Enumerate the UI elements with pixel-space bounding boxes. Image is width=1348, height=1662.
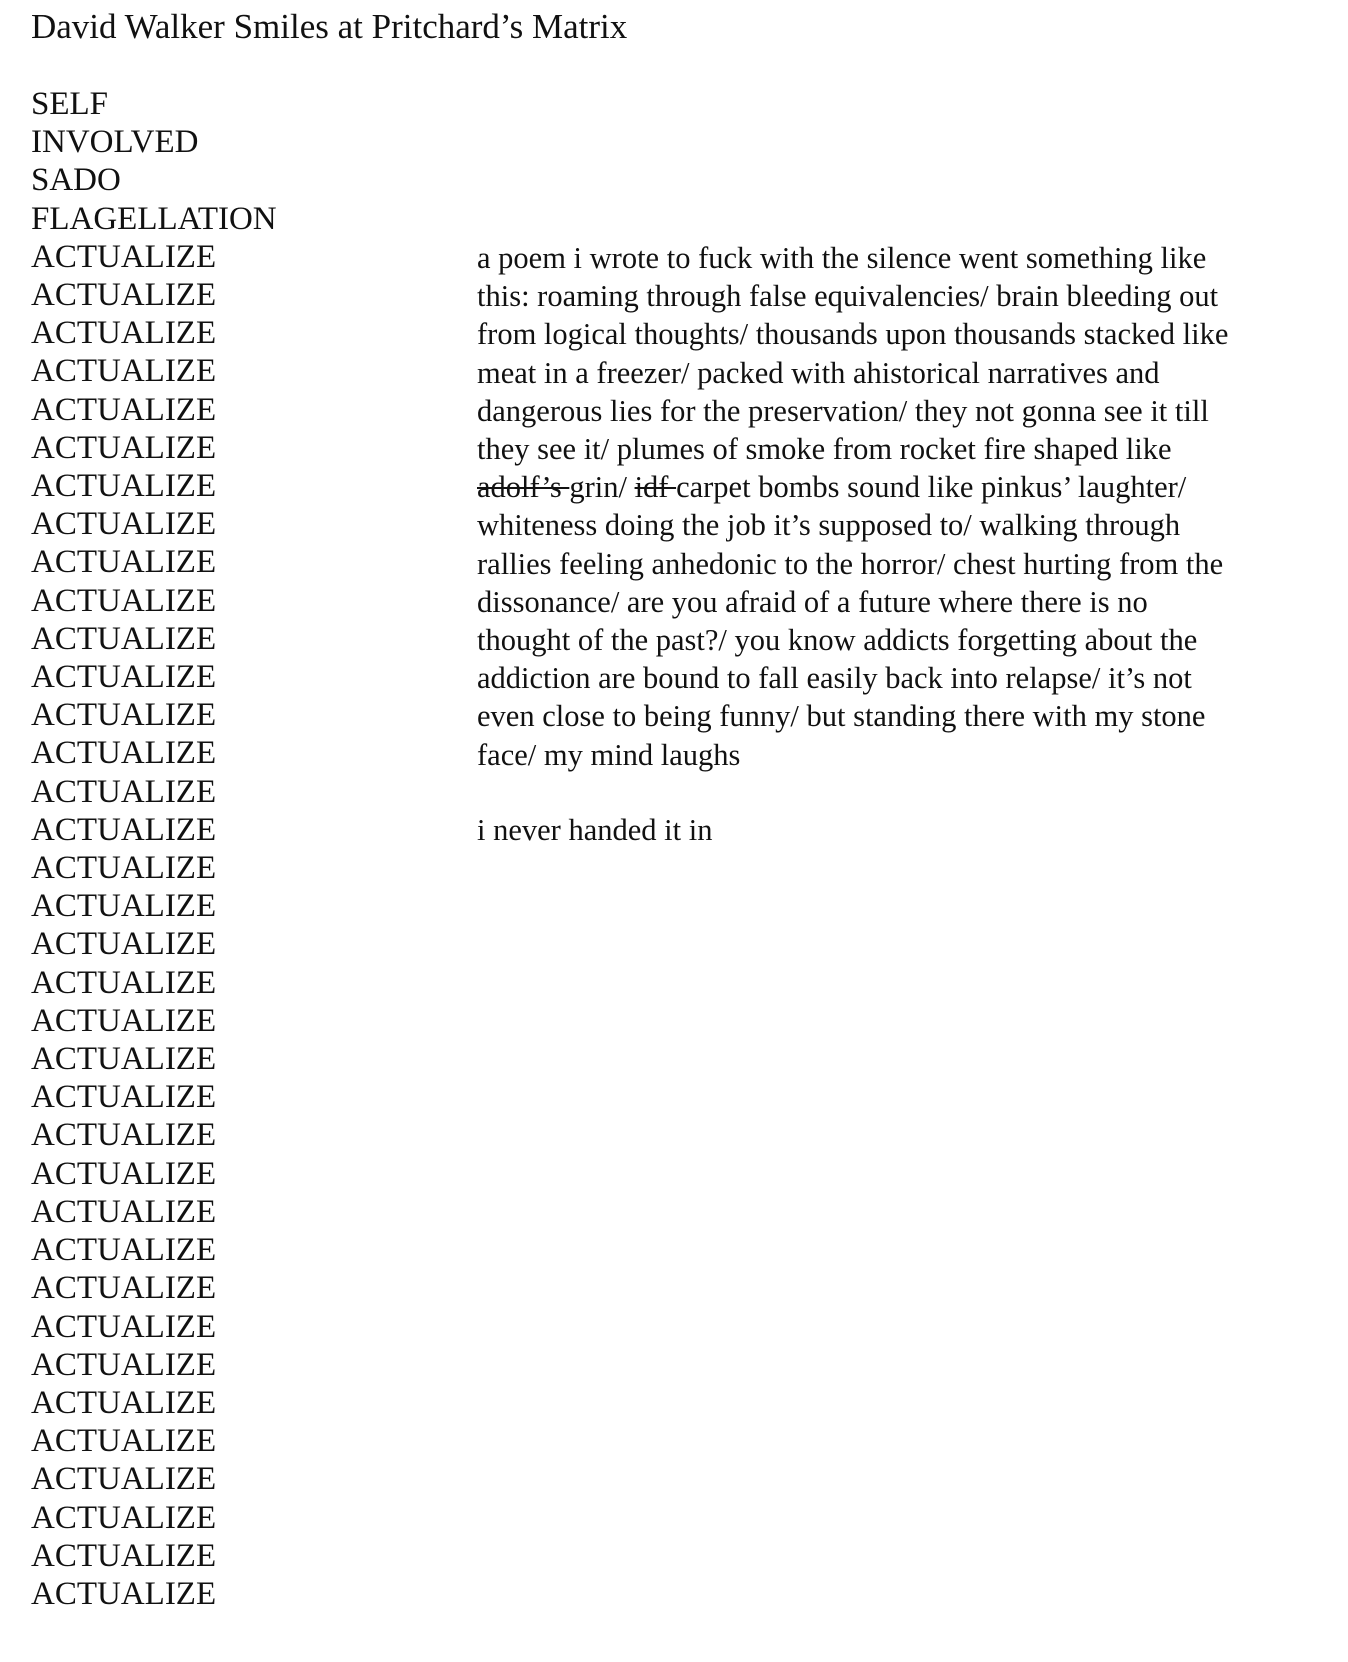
poem-line: a poem i wrote to fuck with the silence went something like xyxy=(477,241,1207,275)
left-column-word: ACTUALIZE xyxy=(31,238,217,275)
left-column-word: ACTUALIZE xyxy=(31,697,217,734)
left-column-word: SELF xyxy=(31,86,109,122)
left-column-word: ACTUALIZE xyxy=(31,888,217,925)
poem-body xyxy=(477,239,1337,774)
left-column-word: ACTUALIZE xyxy=(31,811,217,848)
left-column-word: ACTUALIZE xyxy=(31,850,217,887)
poem-line: meat in a freezer/ packed with ahistorical narratives and xyxy=(477,355,1160,390)
poem-line: they see it/ plumes of smoke from rocket fire shaped like xyxy=(477,432,1172,467)
left-column-word: ACTUALIZE xyxy=(31,659,217,696)
left-column-word: ACTUALIZE xyxy=(31,1499,217,1536)
poem-text: carpet bombs sound like pinkus’ laughter/ xyxy=(676,470,1187,505)
poem-line: thought of the past?/ you know addicts forgetting about the xyxy=(477,623,1198,658)
left-column-word: ACTUALIZE xyxy=(31,544,217,581)
left-column-word: ACTUALIZE xyxy=(31,964,217,1001)
left-column-word: INVOLVED xyxy=(31,124,199,161)
poem-line: rallies feeling anhedonic to the horror/ chest hurting from the xyxy=(477,546,1224,581)
left-column-word: ACTUALIZE xyxy=(31,353,217,390)
left-column-word: ACTUALIZE xyxy=(31,735,217,772)
poem-line: dangerous lies for the preservation/ they not gonna see it till xyxy=(477,393,1209,428)
poem-line-with-strikethrough xyxy=(477,468,1337,506)
left-column-word: ACTUALIZE xyxy=(31,391,217,428)
left-column-word: ACTUALIZE xyxy=(31,1346,217,1383)
poem-line: face/ my mind laughs xyxy=(477,737,741,772)
left-column-word: ACTUALIZE xyxy=(31,315,217,352)
left-column-word: ACTUALIZE xyxy=(31,1079,217,1116)
left-column-word: ACTUALIZE xyxy=(31,1308,217,1345)
poem-line: addiction are bound to fall easily back into relapse/ it’s not xyxy=(477,661,1192,696)
poem-line: from logical thoughts/ thousands upon thousands stacked like xyxy=(477,317,1229,352)
left-column-word: ACTUALIZE xyxy=(31,582,217,619)
left-column-word: ACTUALIZE xyxy=(31,1193,217,1230)
left-column-word: ACTUALIZE xyxy=(31,468,217,505)
struck-text: adolf’s xyxy=(477,470,570,505)
left-column-word: ACTUALIZE xyxy=(31,1155,217,1192)
struck-text: idf xyxy=(634,470,677,505)
poem-line: dissonance/ are you afraid of a future where there is no xyxy=(477,584,1148,619)
poem-line: even close to being funny/ but standing there with my stone xyxy=(477,699,1206,734)
left-column-word: ACTUALIZE xyxy=(31,1002,217,1039)
left-column-word: ACTUALIZE xyxy=(31,1232,217,1269)
poem-coda: i never handed it in xyxy=(477,813,713,847)
poem-text: grin/ xyxy=(569,470,635,505)
left-column-word-list xyxy=(31,85,277,1613)
poem-line: whiteness doing the job it’s supposed to/ walking through xyxy=(477,508,1181,543)
left-column-word: ACTUALIZE xyxy=(31,1270,217,1307)
left-column-word: ACTUALIZE xyxy=(31,773,217,810)
left-column-word: ACTUALIZE xyxy=(31,1117,217,1154)
left-column-word: ACTUALIZE xyxy=(31,1423,217,1460)
left-column-word: ACTUALIZE xyxy=(31,1461,217,1498)
left-column-word: FLAGELLATION xyxy=(31,200,277,237)
left-column-word: SADO xyxy=(31,162,121,199)
poem-title: David Walker Smiles at Pritchard’s Matrix xyxy=(31,7,628,46)
left-column-word: ACTUALIZE xyxy=(31,277,217,314)
left-column-word: ACTUALIZE xyxy=(31,926,217,963)
left-column-word: ACTUALIZE xyxy=(31,429,217,466)
left-column-word: ACTUALIZE xyxy=(31,1537,217,1574)
poem-line: this: roaming through false equivalencies/ brain bleeding out xyxy=(477,279,1219,314)
left-column-word: ACTUALIZE xyxy=(31,506,217,543)
left-column-word: ACTUALIZE xyxy=(31,1041,217,1078)
left-column-word: ACTUALIZE xyxy=(31,1575,217,1612)
left-column-word: ACTUALIZE xyxy=(31,620,217,657)
left-column-word: ACTUALIZE xyxy=(31,1384,217,1421)
